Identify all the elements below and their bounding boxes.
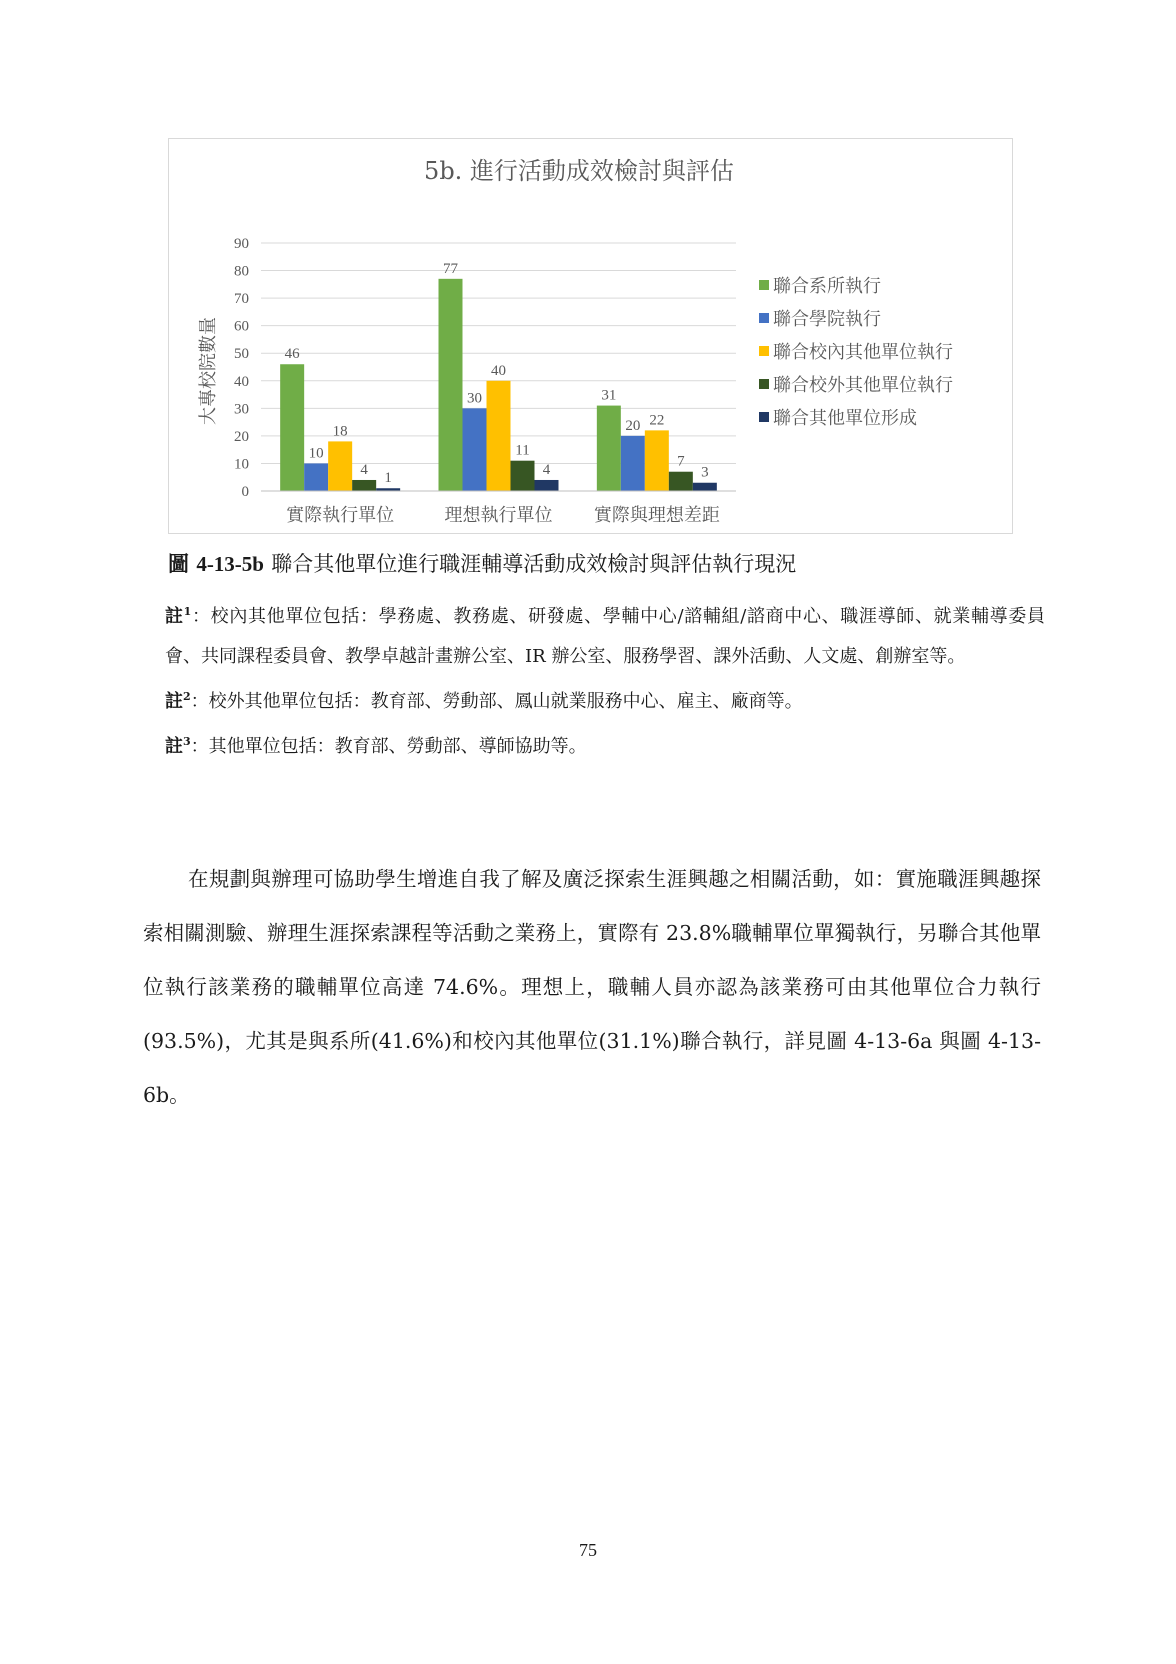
data-label: 18	[332, 423, 348, 440]
data-label: 7	[677, 453, 685, 470]
data-label: 4	[360, 461, 368, 478]
data-label: 10	[308, 445, 324, 462]
legend-swatch	[759, 412, 769, 422]
note-2	[165, 677, 1045, 722]
body-paragraph: 在規劃與辦理可協助學生增進自我了解及廣泛探索生涯興趣之相關活動，如：實施職涯興趣探索相關測驗、辦理生涯探索課程等活動之業務上，實際有 23.8%職輔單位單獨執行，另聯合其他單位執行該業務的職輔單位高達 74.6%。理想上，職輔人員亦認為該業務可由其他單位合力執行(93.5%)，尤其是與系所(41.6%)和校內其他單位(31.1%)聯合執行，詳見圖 4-13-6a 與圖 4-13-6b。	[143, 867, 1041, 1107]
y-tick-label: 20	[234, 428, 249, 445]
note-text: ：校內其他單位包括：學務處、教務處、研發處、學輔中心/諮輔組/諮商中心、職涯導師、就業輔導委員會、共同課程委員會、教學卓越計畫辦公室、IR 辦公室、服務學習、課外活動、人文處、創辦室等。	[165, 606, 1045, 667]
x-tick-label: 實際與理想差距	[593, 505, 720, 526]
data-label: 22	[649, 412, 665, 429]
y-tick-label: 40	[234, 373, 249, 390]
y-tick-label: 70	[234, 291, 249, 308]
data-label: 30	[467, 390, 482, 407]
y-tick-label: 90	[234, 236, 249, 252]
legend-label: 聯合學院執行	[773, 309, 881, 330]
bar	[463, 408, 487, 491]
chart-title: 5b. 進行活動成效檢討與評估	[424, 157, 734, 185]
bar	[535, 480, 559, 491]
bar	[280, 364, 304, 491]
legend-label: 聯合其他單位形成	[773, 408, 917, 429]
bar	[511, 461, 535, 491]
bar	[645, 430, 669, 491]
bar	[304, 463, 328, 491]
legend-swatch	[759, 280, 769, 290]
bar	[352, 480, 376, 491]
data-label: 46	[284, 346, 300, 363]
y-tick-label: 50	[234, 346, 249, 363]
data-label: 77	[443, 260, 458, 277]
data-label: 1	[384, 470, 392, 487]
bar	[669, 472, 693, 491]
bar	[621, 436, 645, 491]
bar	[487, 381, 511, 491]
bar	[693, 483, 717, 491]
data-label: 20	[625, 417, 641, 434]
legend-swatch	[759, 379, 769, 389]
legend-label: 聯合校外其他單位執行	[773, 375, 953, 396]
page-number: 75	[579, 1540, 597, 1560]
note-label: 註	[165, 691, 183, 712]
x-tick-label: 實際執行單位	[286, 505, 395, 526]
bar	[328, 441, 352, 491]
note-3	[165, 722, 1045, 767]
legend-label: 聯合校內其他單位執行	[773, 342, 953, 363]
note-sup: 3	[183, 735, 191, 748]
note-1	[165, 592, 1045, 677]
y-tick-label: 10	[234, 456, 249, 473]
bar-chart	[169, 139, 1012, 533]
notes-section	[165, 592, 1045, 767]
note-sup: 1	[183, 605, 192, 618]
caption-text: 聯合其他單位進行職涯輔導活動成效檢討與評估執行現況	[271, 552, 797, 576]
caption-number: 4-13-5b	[196, 552, 264, 576]
note-text: ：校外其他單位包括：教育部、勞動部、鳳山就業服務中心、雇主、廠商等。	[190, 691, 803, 712]
y-tick-label: 80	[234, 263, 249, 280]
note-label: 註	[165, 606, 184, 627]
note-label: 註	[165, 736, 183, 757]
data-label: 3	[701, 464, 709, 481]
y-tick-label: 0	[241, 484, 249, 500]
note-text: ：其他單位包括：教育部、勞動部、導師協助等。	[190, 736, 587, 757]
bar	[597, 406, 621, 491]
legend-label: 聯合系所執行	[773, 276, 881, 297]
legend-swatch	[759, 346, 769, 356]
x-tick-label: 理想執行單位	[444, 505, 553, 526]
data-label: 4	[542, 461, 551, 478]
figure-caption	[168, 548, 796, 578]
data-label: 31	[601, 387, 617, 404]
legend-swatch	[759, 313, 769, 323]
data-label: 40	[491, 362, 506, 379]
y-axis-label: 大專校院數量	[198, 317, 219, 425]
note-sup: 2	[183, 690, 191, 703]
y-tick-label: 60	[234, 318, 249, 335]
data-label: 11	[515, 442, 530, 459]
chart-container	[168, 138, 1013, 534]
y-tick-label: 30	[234, 401, 249, 418]
caption-prefix: 圖	[168, 551, 189, 576]
bar	[439, 279, 463, 491]
